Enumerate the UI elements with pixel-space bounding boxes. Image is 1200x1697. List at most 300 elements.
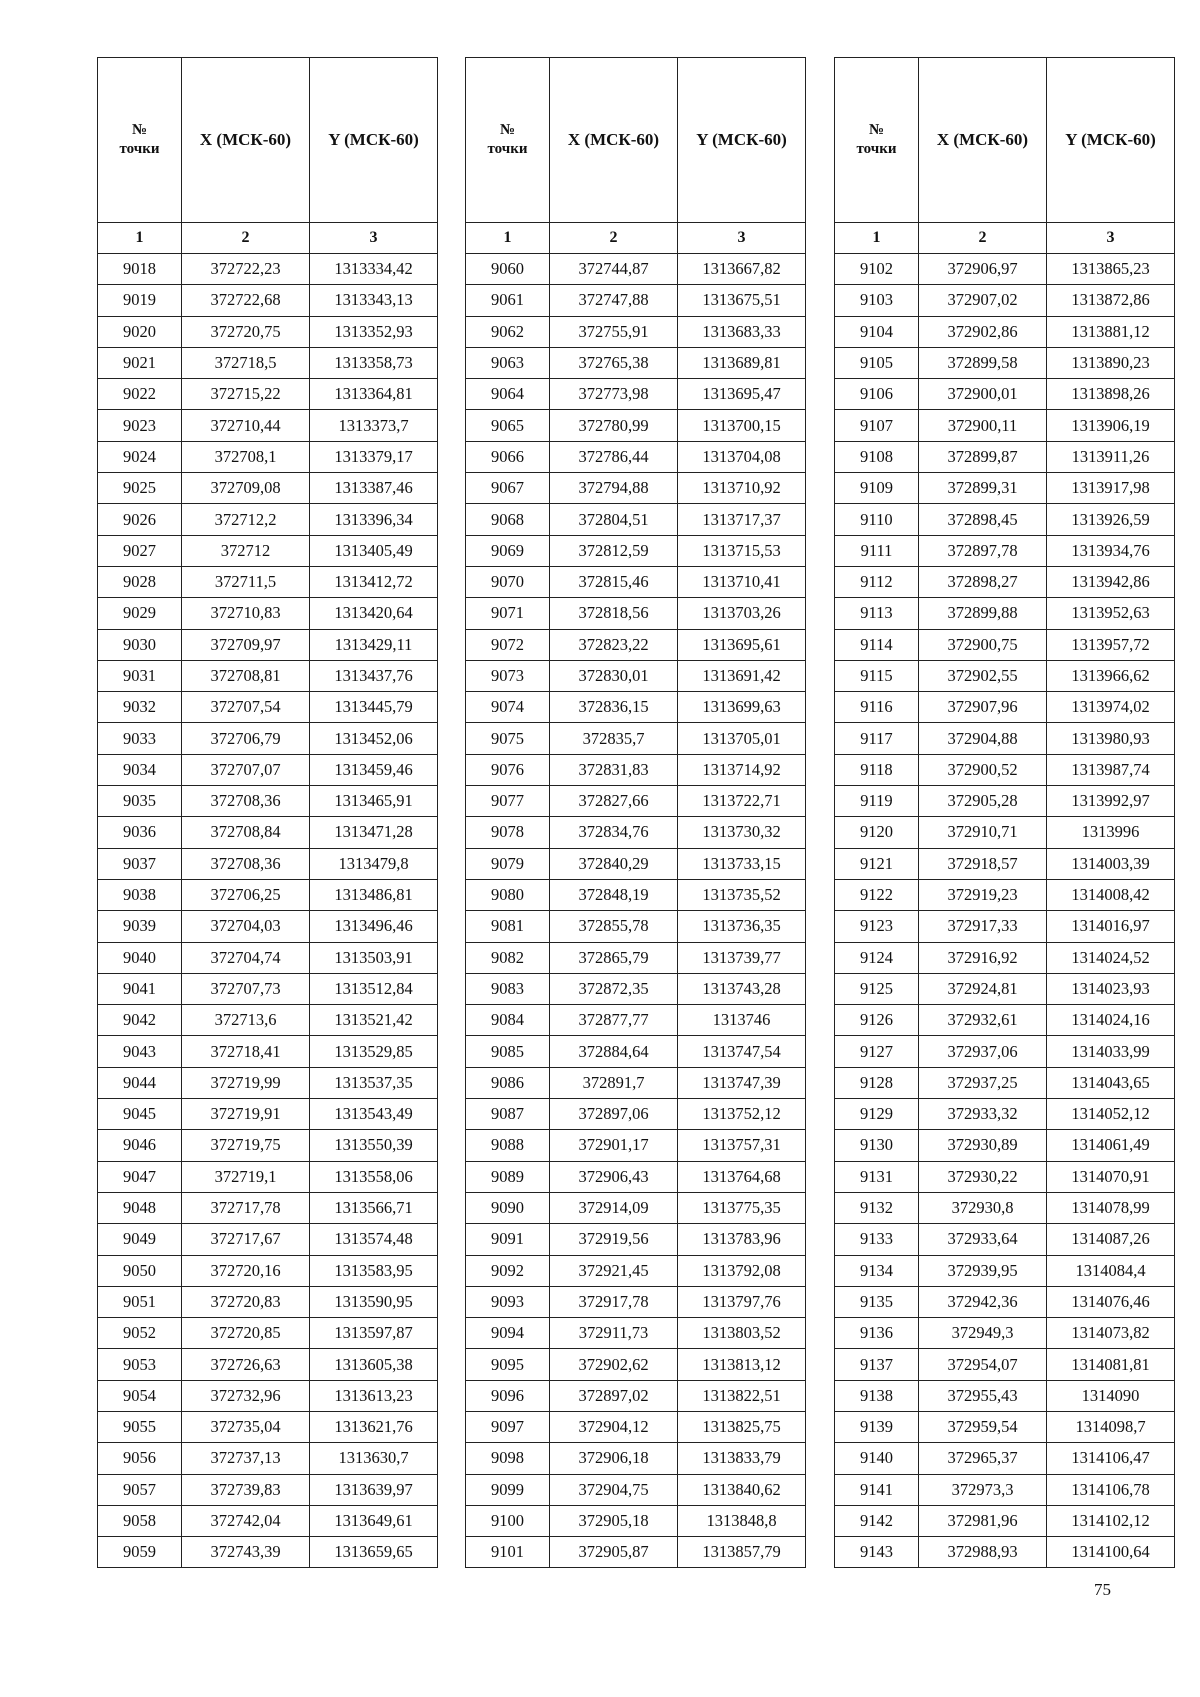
y-coordinate-cell: 1314106,78 bbox=[1047, 1474, 1175, 1505]
table-row bbox=[466, 441, 806, 472]
point-number-cell: 9081 bbox=[466, 911, 550, 942]
y-coordinate-cell: 1313813,12 bbox=[678, 1349, 806, 1380]
table-row bbox=[466, 1099, 806, 1130]
point-number-cell: 9123 bbox=[835, 911, 919, 942]
table-row bbox=[98, 598, 438, 629]
point-number-cell: 9061 bbox=[466, 285, 550, 316]
x-coordinate-cell: 372907,02 bbox=[919, 285, 1047, 316]
point-number-cell: 9112 bbox=[835, 566, 919, 597]
y-coordinate-cell: 1313747,39 bbox=[678, 1067, 806, 1098]
x-coordinate-cell: 372717,67 bbox=[182, 1224, 310, 1255]
point-number-cell: 9046 bbox=[98, 1130, 182, 1161]
column-index-3: 3 bbox=[310, 223, 438, 254]
x-coordinate-cell: 372739,83 bbox=[182, 1474, 310, 1505]
point-number-cell: 9101 bbox=[466, 1537, 550, 1568]
table-row bbox=[466, 1349, 806, 1380]
point-number-cell: 9143 bbox=[835, 1537, 919, 1568]
x-coordinate-cell: 372981,96 bbox=[919, 1505, 1047, 1536]
table-row bbox=[98, 1130, 438, 1161]
y-coordinate-cell: 1313833,79 bbox=[678, 1443, 806, 1474]
y-coordinate-cell: 1313704,08 bbox=[678, 441, 806, 472]
x-coordinate-cell: 372706,79 bbox=[182, 723, 310, 754]
table-row bbox=[835, 1380, 1175, 1411]
x-coordinate-cell: 372899,58 bbox=[919, 347, 1047, 378]
table-row bbox=[835, 911, 1175, 942]
x-coordinate-cell: 372891,7 bbox=[550, 1067, 678, 1098]
x-coordinate-cell: 372718,41 bbox=[182, 1036, 310, 1067]
point-number-cell: 9093 bbox=[466, 1286, 550, 1317]
y-coordinate-cell: 1313691,42 bbox=[678, 660, 806, 691]
table-row bbox=[98, 942, 438, 973]
point-number-cell: 9044 bbox=[98, 1067, 182, 1098]
table-row bbox=[466, 817, 806, 848]
y-coordinate-cell: 1314084,4 bbox=[1047, 1255, 1175, 1286]
table-row bbox=[98, 692, 438, 723]
table-row bbox=[466, 754, 806, 785]
table-row bbox=[98, 566, 438, 597]
y-coordinate-cell: 1313574,48 bbox=[310, 1224, 438, 1255]
x-coordinate-cell: 372917,78 bbox=[550, 1286, 678, 1317]
point-number-cell: 9113 bbox=[835, 598, 919, 629]
x-coordinate-cell: 372955,43 bbox=[919, 1380, 1047, 1411]
x-coordinate-cell: 372720,83 bbox=[182, 1286, 310, 1317]
y-coordinate-cell: 1313537,35 bbox=[310, 1067, 438, 1098]
point-number-cell: 9111 bbox=[835, 535, 919, 566]
x-coordinate-cell: 372906,18 bbox=[550, 1443, 678, 1474]
x-coordinate-cell: 372712,2 bbox=[182, 504, 310, 535]
header-x: X (МСК-60) bbox=[182, 58, 310, 223]
table-row bbox=[98, 285, 438, 316]
point-number-cell: 9129 bbox=[835, 1099, 919, 1130]
y-coordinate-cell: 1313630,7 bbox=[310, 1443, 438, 1474]
point-number-cell: 9029 bbox=[98, 598, 182, 629]
point-number-cell: 9057 bbox=[98, 1474, 182, 1505]
point-number-cell: 9132 bbox=[835, 1192, 919, 1223]
y-coordinate-cell: 1314087,26 bbox=[1047, 1224, 1175, 1255]
x-coordinate-cell: 372708,1 bbox=[182, 441, 310, 472]
x-coordinate-cell: 372711,5 bbox=[182, 566, 310, 597]
point-number-cell: 9126 bbox=[835, 1005, 919, 1036]
point-number-cell: 9019 bbox=[98, 285, 182, 316]
table-row bbox=[98, 1067, 438, 1098]
x-coordinate-cell: 372939,95 bbox=[919, 1255, 1047, 1286]
point-number-cell: 9025 bbox=[98, 473, 182, 504]
y-coordinate-cell: 1313714,92 bbox=[678, 754, 806, 785]
table-row bbox=[835, 942, 1175, 973]
point-number-cell: 9082 bbox=[466, 942, 550, 973]
page-number: 75 bbox=[1094, 1580, 1111, 1599]
y-coordinate-cell: 1313705,01 bbox=[678, 723, 806, 754]
point-number-cell: 9137 bbox=[835, 1349, 919, 1380]
y-coordinate-cell: 1313343,13 bbox=[310, 285, 438, 316]
table-row bbox=[835, 1474, 1175, 1505]
point-number-cell: 9028 bbox=[98, 566, 182, 597]
x-coordinate-cell: 372899,87 bbox=[919, 441, 1047, 472]
point-number-cell: 9099 bbox=[466, 1474, 550, 1505]
x-coordinate-cell: 372719,1 bbox=[182, 1161, 310, 1192]
y-coordinate-cell: 1313695,47 bbox=[678, 379, 806, 410]
y-coordinate-cell: 1313934,76 bbox=[1047, 535, 1175, 566]
point-number-cell: 9060 bbox=[466, 254, 550, 285]
y-coordinate-cell: 1313452,06 bbox=[310, 723, 438, 754]
y-coordinate-cell: 1313387,46 bbox=[310, 473, 438, 504]
y-coordinate-cell: 1313898,26 bbox=[1047, 379, 1175, 410]
y-coordinate-cell: 1313521,42 bbox=[310, 1005, 438, 1036]
table-row bbox=[835, 535, 1175, 566]
column-index-1: 1 bbox=[98, 223, 182, 254]
table-row bbox=[98, 1537, 438, 1568]
x-coordinate-cell: 372707,73 bbox=[182, 973, 310, 1004]
y-coordinate-cell: 1313675,51 bbox=[678, 285, 806, 316]
table-row bbox=[835, 692, 1175, 723]
point-number-cell: 9107 bbox=[835, 410, 919, 441]
y-coordinate-cell: 1313872,86 bbox=[1047, 285, 1175, 316]
point-number-cell: 9079 bbox=[466, 848, 550, 879]
table-row bbox=[466, 786, 806, 817]
point-number-cell: 9038 bbox=[98, 879, 182, 910]
point-number-cell: 9063 bbox=[466, 347, 550, 378]
table-row bbox=[835, 1537, 1175, 1568]
point-number-cell: 9122 bbox=[835, 879, 919, 910]
table-row bbox=[835, 441, 1175, 472]
y-coordinate-cell: 1313764,68 bbox=[678, 1161, 806, 1192]
x-coordinate-cell: 372708,36 bbox=[182, 786, 310, 817]
x-coordinate-cell: 372921,45 bbox=[550, 1255, 678, 1286]
x-coordinate-cell: 372949,3 bbox=[919, 1318, 1047, 1349]
point-number-cell: 9052 bbox=[98, 1318, 182, 1349]
y-coordinate-cell: 1313881,12 bbox=[1047, 316, 1175, 347]
x-coordinate-cell: 372704,03 bbox=[182, 911, 310, 942]
table-row bbox=[98, 473, 438, 504]
x-coordinate-cell: 372924,81 bbox=[919, 973, 1047, 1004]
point-number-cell: 9027 bbox=[98, 535, 182, 566]
column-index-2: 2 bbox=[550, 223, 678, 254]
y-coordinate-cell: 1314003,39 bbox=[1047, 848, 1175, 879]
point-number-cell: 9026 bbox=[98, 504, 182, 535]
point-number-cell: 9141 bbox=[835, 1474, 919, 1505]
x-coordinate-cell: 372916,92 bbox=[919, 942, 1047, 973]
x-coordinate-cell: 372719,75 bbox=[182, 1130, 310, 1161]
point-number-cell: 9020 bbox=[98, 316, 182, 347]
table-row bbox=[98, 1474, 438, 1505]
y-coordinate-cell: 1313710,92 bbox=[678, 473, 806, 504]
table-row bbox=[835, 1036, 1175, 1067]
y-coordinate-cell: 1314100,64 bbox=[1047, 1537, 1175, 1568]
y-coordinate-cell: 1313703,26 bbox=[678, 598, 806, 629]
x-coordinate-cell: 372902,86 bbox=[919, 316, 1047, 347]
x-coordinate-cell: 372930,22 bbox=[919, 1161, 1047, 1192]
coordinate-table-2 bbox=[465, 57, 806, 1568]
x-coordinate-cell: 372914,09 bbox=[550, 1192, 678, 1223]
point-number-cell: 9102 bbox=[835, 254, 919, 285]
y-coordinate-cell: 1313730,32 bbox=[678, 817, 806, 848]
x-coordinate-cell: 372773,98 bbox=[550, 379, 678, 410]
x-coordinate-cell: 372836,15 bbox=[550, 692, 678, 723]
table-row bbox=[466, 1380, 806, 1411]
y-coordinate-cell: 1313590,95 bbox=[310, 1286, 438, 1317]
x-coordinate-cell: 372823,22 bbox=[550, 629, 678, 660]
x-coordinate-cell: 372743,39 bbox=[182, 1537, 310, 1568]
point-number-cell: 9136 bbox=[835, 1318, 919, 1349]
y-coordinate-cell: 1313529,85 bbox=[310, 1036, 438, 1067]
y-coordinate-cell: 1313700,15 bbox=[678, 410, 806, 441]
y-coordinate-cell: 1313459,46 bbox=[310, 754, 438, 785]
table-row bbox=[98, 1505, 438, 1536]
table-row bbox=[835, 1443, 1175, 1474]
point-number-cell: 9088 bbox=[466, 1130, 550, 1161]
table-row bbox=[466, 1224, 806, 1255]
table-row bbox=[835, 254, 1175, 285]
y-coordinate-cell: 1313890,23 bbox=[1047, 347, 1175, 378]
x-coordinate-cell: 372933,64 bbox=[919, 1224, 1047, 1255]
x-coordinate-cell: 372930,89 bbox=[919, 1130, 1047, 1161]
table-row bbox=[466, 973, 806, 1004]
x-coordinate-cell: 372831,83 bbox=[550, 754, 678, 785]
y-coordinate-cell: 1313583,95 bbox=[310, 1255, 438, 1286]
column-index-1: 1 bbox=[466, 223, 550, 254]
x-coordinate-cell: 372988,93 bbox=[919, 1537, 1047, 1568]
y-coordinate-cell: 1313966,62 bbox=[1047, 660, 1175, 691]
x-coordinate-cell: 372905,28 bbox=[919, 786, 1047, 817]
point-number-cell: 9054 bbox=[98, 1380, 182, 1411]
table-row bbox=[98, 754, 438, 785]
x-coordinate-cell: 372900,52 bbox=[919, 754, 1047, 785]
y-coordinate-cell: 1313952,63 bbox=[1047, 598, 1175, 629]
y-coordinate-cell: 1313926,59 bbox=[1047, 504, 1175, 535]
x-coordinate-cell: 372900,11 bbox=[919, 410, 1047, 441]
y-coordinate-cell: 1313757,31 bbox=[678, 1130, 806, 1161]
x-coordinate-cell: 372954,07 bbox=[919, 1349, 1047, 1380]
x-coordinate-cell: 372765,38 bbox=[550, 347, 678, 378]
point-number-cell: 9094 bbox=[466, 1318, 550, 1349]
table-row bbox=[98, 535, 438, 566]
x-coordinate-cell: 372904,88 bbox=[919, 723, 1047, 754]
point-number-cell: 9084 bbox=[466, 1005, 550, 1036]
table-row bbox=[466, 911, 806, 942]
y-coordinate-cell: 1314073,82 bbox=[1047, 1318, 1175, 1349]
x-coordinate-cell: 372747,88 bbox=[550, 285, 678, 316]
x-coordinate-cell: 372737,13 bbox=[182, 1443, 310, 1474]
table-row bbox=[835, 1099, 1175, 1130]
y-coordinate-cell: 1313667,82 bbox=[678, 254, 806, 285]
x-coordinate-cell: 372848,19 bbox=[550, 879, 678, 910]
y-coordinate-cell: 1314098,7 bbox=[1047, 1411, 1175, 1442]
table-row bbox=[466, 1036, 806, 1067]
point-number-cell: 9056 bbox=[98, 1443, 182, 1474]
x-coordinate-cell: 372899,31 bbox=[919, 473, 1047, 504]
point-number-cell: 9072 bbox=[466, 629, 550, 660]
x-coordinate-cell: 372910,71 bbox=[919, 817, 1047, 848]
table-row bbox=[98, 1255, 438, 1286]
column-index-2: 2 bbox=[182, 223, 310, 254]
y-coordinate-cell: 1313352,93 bbox=[310, 316, 438, 347]
x-coordinate-cell: 372710,44 bbox=[182, 410, 310, 441]
x-coordinate-cell: 372905,87 bbox=[550, 1537, 678, 1568]
point-number-cell: 9140 bbox=[835, 1443, 919, 1474]
y-coordinate-cell: 1313992,97 bbox=[1047, 786, 1175, 817]
point-number-cell: 9106 bbox=[835, 379, 919, 410]
point-number-cell: 9021 bbox=[98, 347, 182, 378]
x-coordinate-cell: 372919,23 bbox=[919, 879, 1047, 910]
x-coordinate-cell: 372718,5 bbox=[182, 347, 310, 378]
point-number-cell: 9135 bbox=[835, 1286, 919, 1317]
point-number-cell: 9098 bbox=[466, 1443, 550, 1474]
y-coordinate-cell: 1313689,81 bbox=[678, 347, 806, 378]
table-row bbox=[835, 1130, 1175, 1161]
table-row bbox=[466, 848, 806, 879]
x-coordinate-cell: 372937,06 bbox=[919, 1036, 1047, 1067]
coordinate-table-1 bbox=[97, 57, 438, 1568]
y-coordinate-cell: 1313695,61 bbox=[678, 629, 806, 660]
x-coordinate-cell: 372835,7 bbox=[550, 723, 678, 754]
x-coordinate-cell: 372707,07 bbox=[182, 754, 310, 785]
header-y: Y (МСК-60) bbox=[310, 58, 438, 223]
y-coordinate-cell: 1314081,81 bbox=[1047, 1349, 1175, 1380]
table-row bbox=[466, 942, 806, 973]
point-number-cell: 9037 bbox=[98, 848, 182, 879]
y-coordinate-cell: 1313613,23 bbox=[310, 1380, 438, 1411]
x-coordinate-cell: 372919,56 bbox=[550, 1224, 678, 1255]
x-coordinate-cell: 372732,96 bbox=[182, 1380, 310, 1411]
table-row bbox=[98, 347, 438, 378]
table-row bbox=[835, 1005, 1175, 1036]
y-coordinate-cell: 1313699,63 bbox=[678, 692, 806, 723]
point-number-cell: 9051 bbox=[98, 1286, 182, 1317]
point-number-cell: 9066 bbox=[466, 441, 550, 472]
x-coordinate-cell: 372872,35 bbox=[550, 973, 678, 1004]
y-coordinate-cell: 1313710,41 bbox=[678, 566, 806, 597]
point-number-cell: 9133 bbox=[835, 1224, 919, 1255]
table-row bbox=[835, 754, 1175, 785]
table-row bbox=[835, 817, 1175, 848]
point-number-cell: 9119 bbox=[835, 786, 919, 817]
y-coordinate-cell: 1314090 bbox=[1047, 1380, 1175, 1411]
point-number-cell: 9045 bbox=[98, 1099, 182, 1130]
x-coordinate-cell: 372715,22 bbox=[182, 379, 310, 410]
x-coordinate-cell: 372735,04 bbox=[182, 1411, 310, 1442]
table-row bbox=[835, 347, 1175, 378]
point-number-cell: 9059 bbox=[98, 1537, 182, 1568]
y-coordinate-cell: 1313743,28 bbox=[678, 973, 806, 1004]
header-y: Y (МСК-60) bbox=[1047, 58, 1175, 223]
y-coordinate-cell: 1313797,76 bbox=[678, 1286, 806, 1317]
x-coordinate-cell: 372900,01 bbox=[919, 379, 1047, 410]
point-number-cell: 9138 bbox=[835, 1380, 919, 1411]
y-coordinate-cell: 1313717,37 bbox=[678, 504, 806, 535]
x-coordinate-cell: 372713,6 bbox=[182, 1005, 310, 1036]
table-row bbox=[835, 1318, 1175, 1349]
point-number-cell: 9041 bbox=[98, 973, 182, 1004]
x-coordinate-cell: 372855,78 bbox=[550, 911, 678, 942]
y-coordinate-cell: 1313465,91 bbox=[310, 786, 438, 817]
table-row bbox=[835, 1255, 1175, 1286]
point-number-cell: 9071 bbox=[466, 598, 550, 629]
y-coordinate-cell: 1313373,7 bbox=[310, 410, 438, 441]
point-number-cell: 9055 bbox=[98, 1411, 182, 1442]
x-coordinate-cell: 372794,88 bbox=[550, 473, 678, 504]
x-coordinate-cell: 372942,36 bbox=[919, 1286, 1047, 1317]
x-coordinate-cell: 372902,62 bbox=[550, 1349, 678, 1380]
table-row bbox=[835, 1349, 1175, 1380]
x-coordinate-cell: 372877,77 bbox=[550, 1005, 678, 1036]
table-row bbox=[835, 973, 1175, 1004]
x-coordinate-cell: 372709,97 bbox=[182, 629, 310, 660]
header-x: X (МСК-60) bbox=[550, 58, 678, 223]
table-row bbox=[466, 692, 806, 723]
table-row bbox=[98, 660, 438, 691]
point-number-cell: 9110 bbox=[835, 504, 919, 535]
table-row bbox=[98, 1099, 438, 1130]
y-coordinate-cell: 1313420,64 bbox=[310, 598, 438, 629]
x-coordinate-cell: 372709,08 bbox=[182, 473, 310, 504]
y-coordinate-cell: 1313974,02 bbox=[1047, 692, 1175, 723]
y-coordinate-cell: 1314016,97 bbox=[1047, 911, 1175, 942]
x-coordinate-cell: 372726,63 bbox=[182, 1349, 310, 1380]
y-coordinate-cell: 1314052,12 bbox=[1047, 1099, 1175, 1130]
table-row bbox=[98, 629, 438, 660]
table-row bbox=[98, 441, 438, 472]
table-row bbox=[466, 535, 806, 566]
table-row bbox=[466, 473, 806, 504]
table-row bbox=[98, 1380, 438, 1411]
point-number-cell: 9035 bbox=[98, 786, 182, 817]
point-number-cell: 9103 bbox=[835, 285, 919, 316]
x-coordinate-cell: 372973,3 bbox=[919, 1474, 1047, 1505]
table-row bbox=[466, 1255, 806, 1286]
point-number-cell: 9087 bbox=[466, 1099, 550, 1130]
table-row bbox=[98, 410, 438, 441]
table-row bbox=[98, 973, 438, 1004]
point-number-cell: 9032 bbox=[98, 692, 182, 723]
table-row bbox=[835, 660, 1175, 691]
point-number-cell: 9068 bbox=[466, 504, 550, 535]
x-coordinate-cell: 372722,68 bbox=[182, 285, 310, 316]
x-coordinate-cell: 372937,25 bbox=[919, 1067, 1047, 1098]
y-coordinate-cell: 1313429,11 bbox=[310, 629, 438, 660]
table-row bbox=[466, 1005, 806, 1036]
table-row bbox=[98, 911, 438, 942]
table-row bbox=[835, 1411, 1175, 1442]
y-coordinate-cell: 1313445,79 bbox=[310, 692, 438, 723]
x-coordinate-cell: 372720,75 bbox=[182, 316, 310, 347]
table-row bbox=[466, 1130, 806, 1161]
y-coordinate-cell: 1313479,8 bbox=[310, 848, 438, 879]
point-number-cell: 9039 bbox=[98, 911, 182, 942]
y-coordinate-cell: 1313605,38 bbox=[310, 1349, 438, 1380]
point-number-cell: 9108 bbox=[835, 441, 919, 472]
table-row bbox=[98, 1349, 438, 1380]
y-coordinate-cell: 1313822,51 bbox=[678, 1380, 806, 1411]
y-coordinate-cell: 1313659,65 bbox=[310, 1537, 438, 1568]
point-number-cell: 9120 bbox=[835, 817, 919, 848]
column-index-2: 2 bbox=[919, 223, 1047, 254]
point-number-cell: 9018 bbox=[98, 254, 182, 285]
point-number-cell: 9080 bbox=[466, 879, 550, 910]
y-coordinate-cell: 1314078,99 bbox=[1047, 1192, 1175, 1223]
point-number-cell: 9034 bbox=[98, 754, 182, 785]
header-y: Y (МСК-60) bbox=[678, 58, 806, 223]
y-coordinate-cell: 1314043,65 bbox=[1047, 1067, 1175, 1098]
point-number-cell: 9047 bbox=[98, 1161, 182, 1192]
x-coordinate-cell: 372933,32 bbox=[919, 1099, 1047, 1130]
y-coordinate-cell: 1313747,54 bbox=[678, 1036, 806, 1067]
point-number-cell: 9022 bbox=[98, 379, 182, 410]
y-coordinate-cell: 1313848,8 bbox=[678, 1505, 806, 1536]
point-number-cell: 9116 bbox=[835, 692, 919, 723]
table-row bbox=[466, 1192, 806, 1223]
y-coordinate-cell: 1314070,91 bbox=[1047, 1161, 1175, 1192]
table-row bbox=[466, 1286, 806, 1317]
